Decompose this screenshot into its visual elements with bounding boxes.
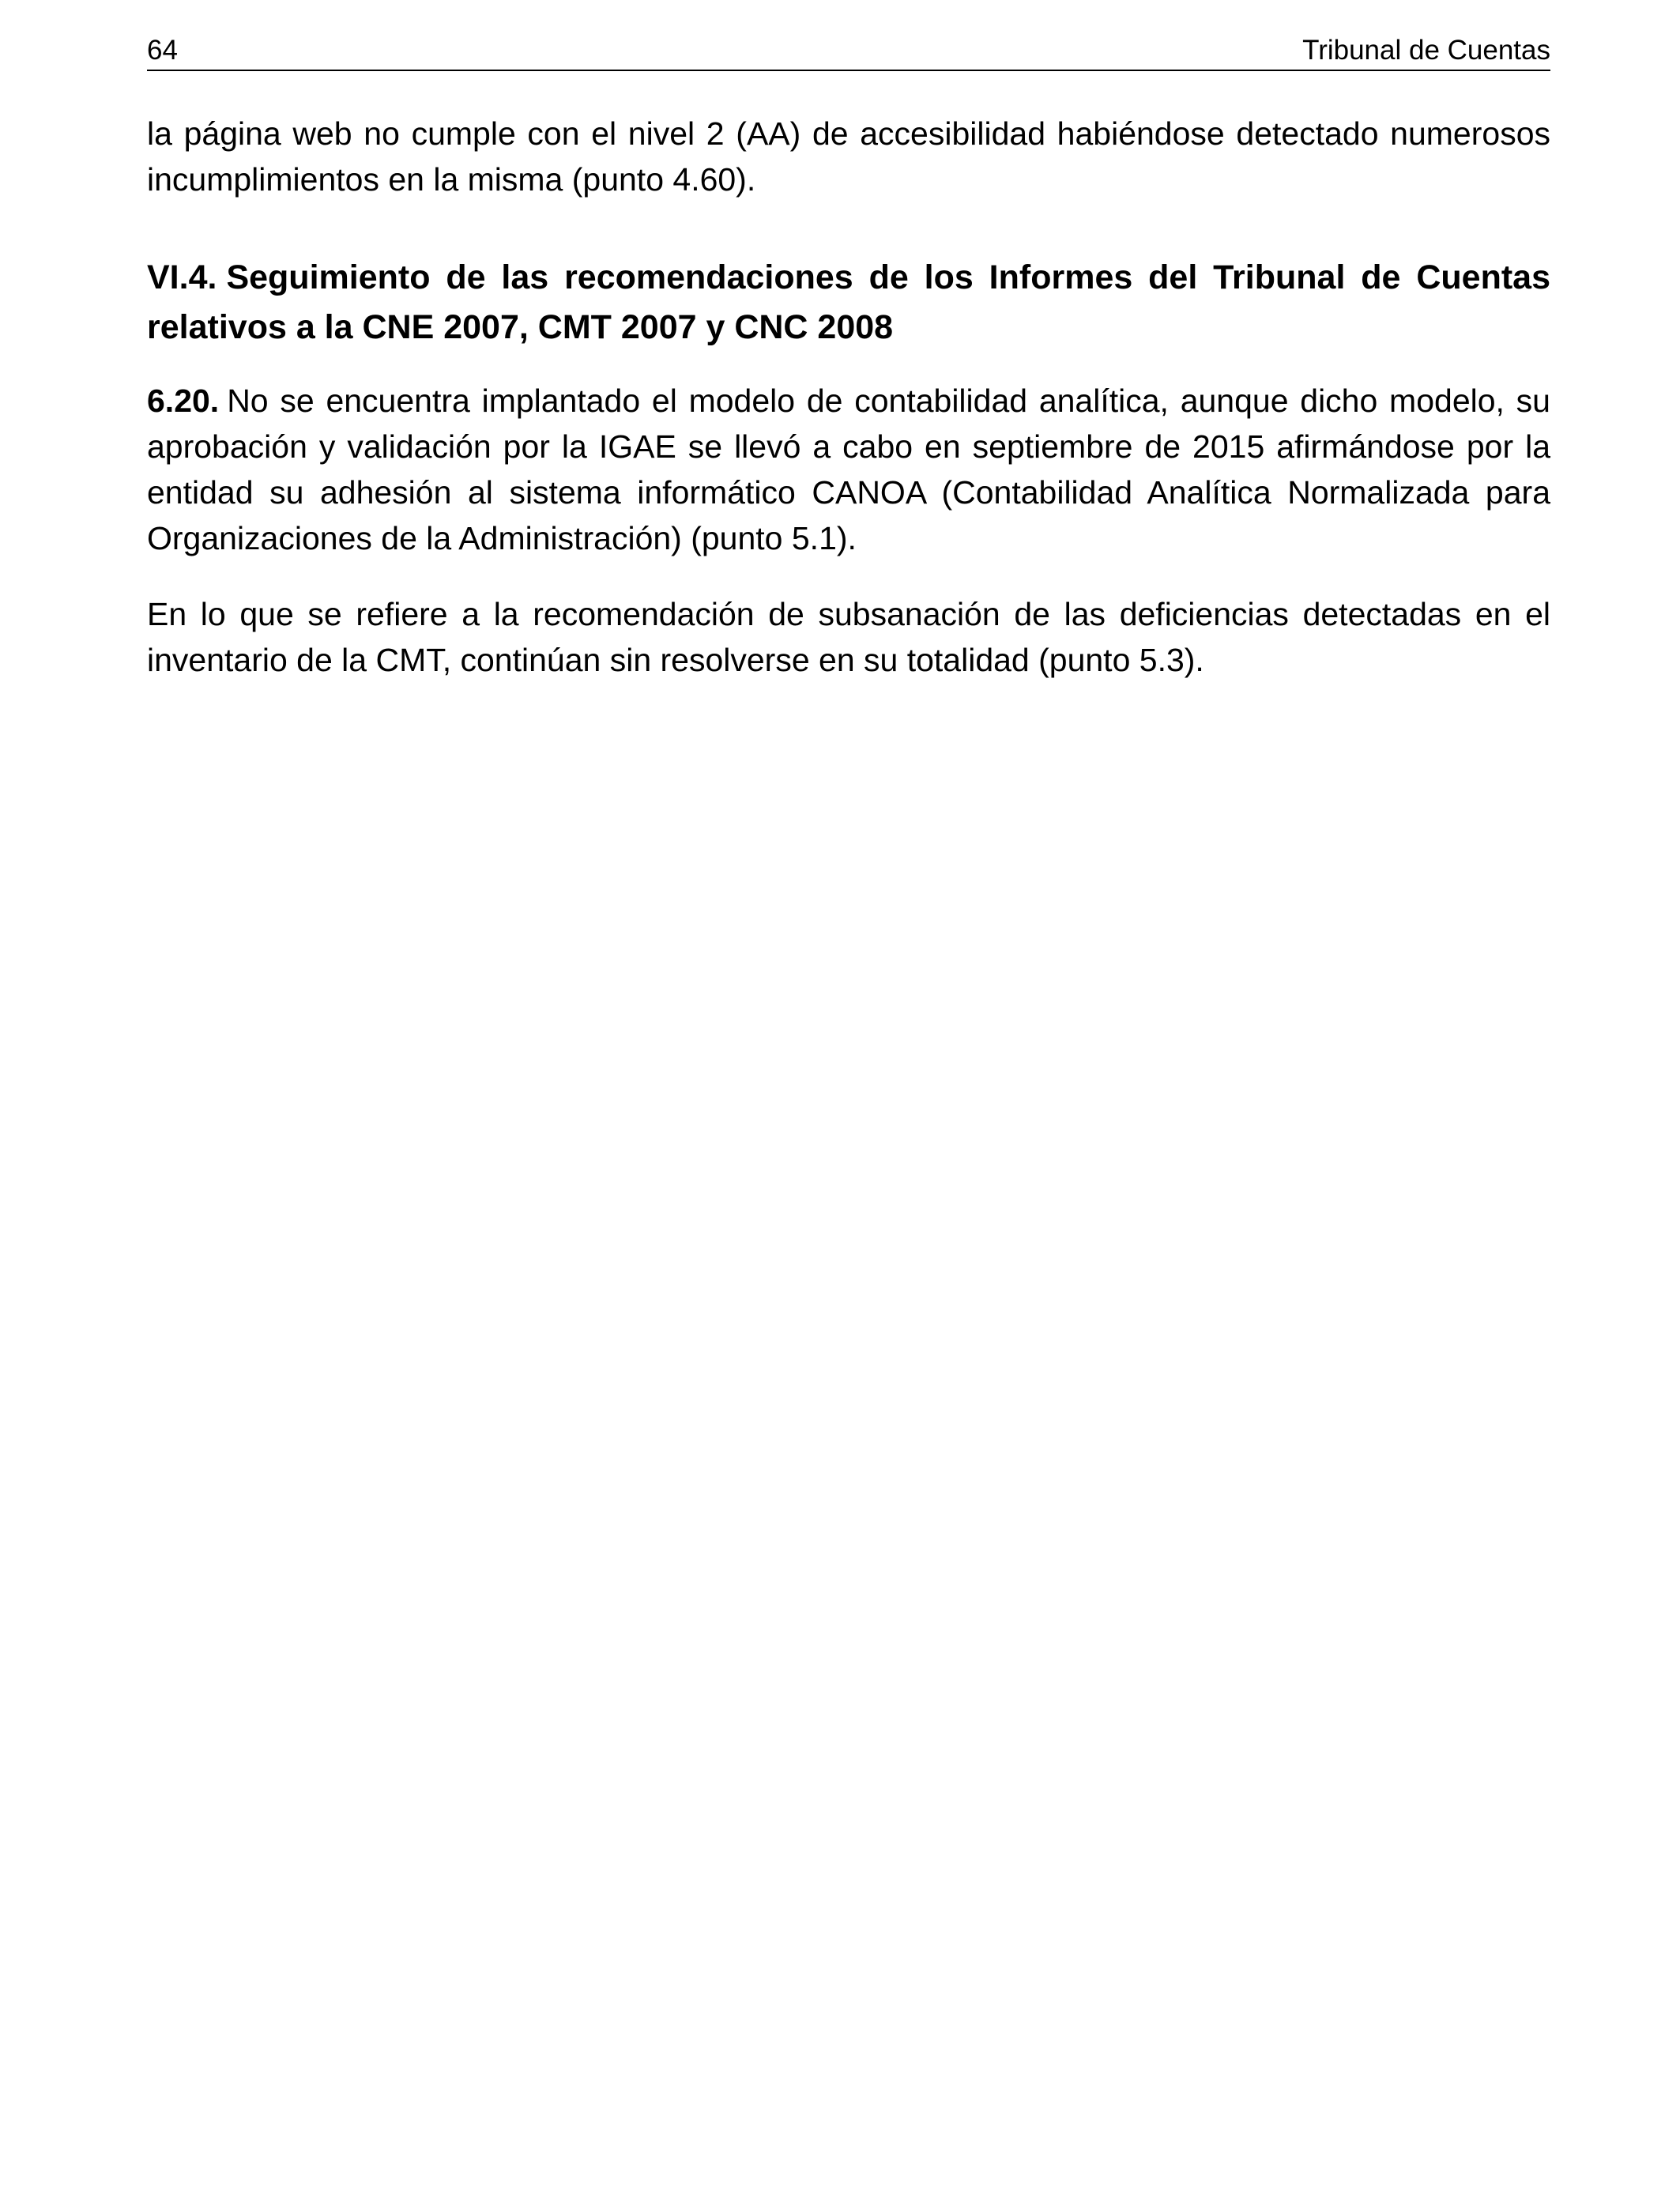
paragraph-6-20 <box>147 378 1550 561</box>
section-heading <box>147 253 1550 352</box>
section-title: Seguimiento de las recomendaciones de los Informes del Tribunal de Cuentas relativos a la CNE 2007, CMT 2007 y CNC 2008 <box>147 258 1550 346</box>
section-number: VI.4. <box>147 258 217 296</box>
paragraph-text: No se encuentra implantado el modelo de contabilidad analítica, aunque dicho modelo, su aprobación y validación por la IGAE se llevó a cabo en septiembre de 2015 afirmándose por la entidad su adhesión al sistema informático CANOA (Contabilidad Analítica Normalizada para Organizaciones de la Administración) (punto 5.1). <box>147 383 1550 556</box>
paragraph-number: 6.20. <box>147 383 220 419</box>
page-number: 64 <box>147 35 178 66</box>
page-content <box>147 111 1550 683</box>
running-title: Tribunal de Cuentas <box>1302 35 1550 66</box>
final-paragraph: En lo que se refiere a la recomendación de subsanación de las deficiencias detectadas en el inventario de la CMT, continúan sin resolverse en su totalidad (punto 5.3). <box>147 596 1550 678</box>
page-header <box>147 35 1550 71</box>
continuation-paragraph: la página web no cumple con el nivel 2 (AA) de accesibilidad habiéndose detectado numerosos incumplimientos en la misma (punto 4.60). <box>147 115 1550 198</box>
